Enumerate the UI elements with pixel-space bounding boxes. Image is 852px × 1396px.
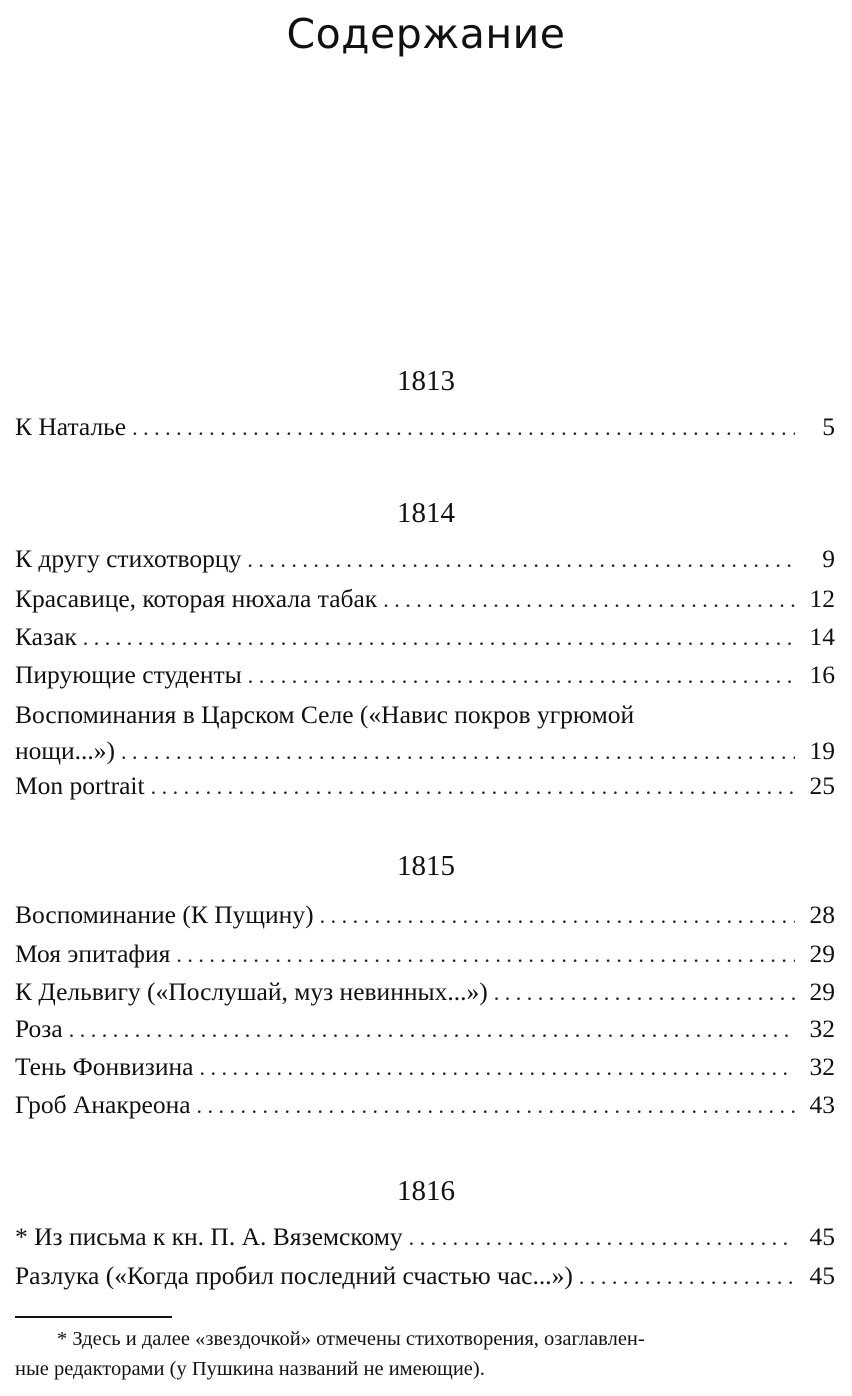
toc-entry-title: Казак [15,622,83,652]
leader-dots [494,980,795,1006]
toc-entry[interactable] [15,1090,835,1126]
footnote-line-2: ные редакторами (у Пушкина названий не имеющие). [15,1358,485,1380]
leader-dots [121,739,795,765]
toc-entry-page: 32 [809,1052,835,1081]
toc-entry[interactable] [15,939,835,975]
leader-dots [320,903,795,929]
toc-entry-page: 32 [809,1014,835,1043]
toc-entry-page: 14 [809,622,835,651]
leader-dots [579,1264,795,1290]
toc-entry-page: 29 [809,977,835,1006]
toc-entry-title: Воспоминание (К Пущину) [15,900,320,930]
leader-dots [197,1093,795,1119]
toc-entry[interactable] [15,736,835,772]
leader-dots [247,547,795,573]
toc-entry-title-line1[interactable]: Воспоминания в Царском Селе («Навис покров угрюмой [15,700,635,729]
toc-entry-title: К Наталье [15,412,132,442]
toc-entry-page: 45 [809,1261,835,1290]
toc-entry[interactable] [15,977,835,1013]
toc-entry-page: 45 [809,1222,835,1251]
toc-entry[interactable] [15,1052,835,1088]
leader-dots [248,663,795,689]
toc-entry-page: 29 [809,939,835,968]
toc-entry-title: К другу стихотворцу [15,544,247,574]
leader-dots [69,1017,795,1043]
section-year-1813: 1813 [397,365,455,397]
toc-entry[interactable] [15,622,835,658]
toc-entry-title: К Дельвигу («Послушай, муз невинных...») [15,977,494,1007]
section-year-1816: 1816 [397,1175,455,1207]
toc-entry-title: Пирующие студенты [15,660,248,690]
footnote-line-1: * Здесь и далее «звездочкой» отмечены стихотворения, озаглавлен- [57,1328,645,1350]
leader-dots [132,415,795,441]
toc-entry-page: 16 [809,660,835,689]
toc-entry-page: 9 [822,544,835,573]
toc-entry[interactable] [15,584,835,620]
toc-entry-title: Тень Фонвизина [15,1052,200,1082]
toc-entry[interactable] [15,771,835,807]
page-title: Содержание [286,10,566,58]
toc-entry[interactable] [15,660,835,696]
toc-entry-page: 19 [809,736,835,765]
toc-entry-title: Роза [15,1014,69,1044]
toc-entry[interactable] [15,412,835,448]
leader-dots [151,774,795,800]
leader-dots [409,1225,795,1251]
toc-entry-title: нощи...») [15,736,121,766]
toc-entry-page: 25 [809,771,835,800]
toc-entry-page: 5 [822,412,835,441]
toc-entry-title: Разлука («Когда пробил последний счастью час...») [15,1261,579,1291]
toc-entry-page: 12 [809,584,835,613]
leader-dots [176,942,795,968]
toc-entry-title: * Из письма к кн. П. А. Вяземскому [15,1222,409,1252]
toc-entry[interactable] [15,1014,835,1050]
section-year-1814: 1814 [397,497,455,529]
toc-entry[interactable] [15,1261,835,1297]
footnote-rule [15,1316,172,1318]
toc-entry-title: Гроб Анакреона [15,1090,197,1120]
leader-dots [83,625,795,651]
toc-entry-page: 28 [809,900,835,929]
toc-entry-page: 43 [809,1090,835,1119]
toc-entry-title: Mon portrait [15,771,151,801]
toc-entry-title: Красавице, которая нюхала табак [15,584,383,614]
toc-entry[interactable] [15,1222,835,1258]
toc-entry[interactable] [15,900,835,936]
toc-entry[interactable] [15,544,835,580]
toc-entry-title: Моя эпитафия [15,939,176,969]
section-year-1815: 1815 [397,850,455,882]
leader-dots [200,1055,796,1081]
leader-dots [383,587,795,613]
